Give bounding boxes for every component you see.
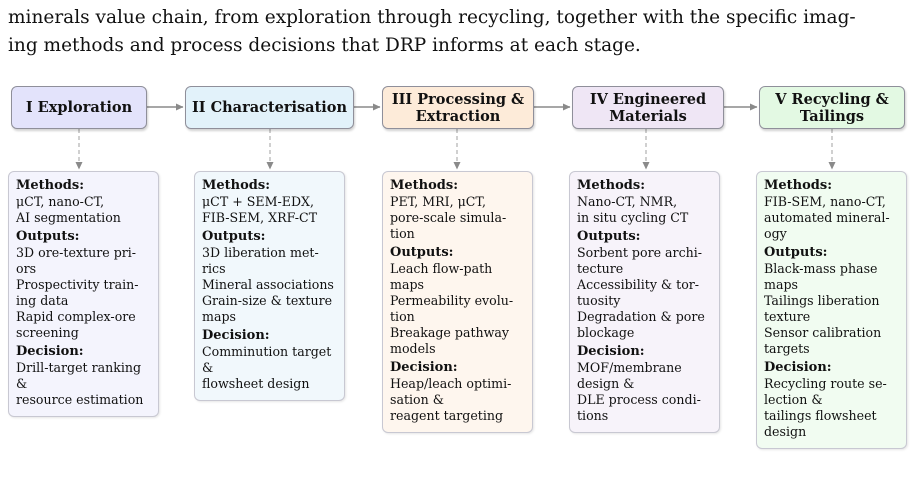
outputs-line: 3D ore-texture pri- [16, 245, 137, 260]
outputs-line: Mineral associations [202, 277, 334, 292]
stage-title-line: Tailings [799, 107, 865, 125]
decision-line: tailings flowsheet [764, 408, 877, 423]
methods-heading: Methods: [577, 178, 645, 193]
stage-title [26, 99, 132, 116]
stage-title [760, 91, 904, 125]
stage-title-line: IV Engineered [589, 90, 707, 108]
stage-title [573, 91, 723, 125]
intro-line: ing methods and process decisions that DRP informs at each stage. [8, 35, 641, 56]
outputs-line: Rapid complex-ore [16, 309, 136, 324]
methods-heading: Methods: [16, 178, 84, 193]
methods-line: Nano-CT, NMR, [577, 194, 678, 209]
stage-title [383, 91, 533, 125]
decision-line: tions [577, 408, 609, 423]
stage-box-engineered-materials [572, 86, 724, 129]
detail-card-exploration [8, 171, 159, 417]
decision-line: Heap/leach optimi- [390, 376, 512, 391]
decision-line: sation & [390, 392, 444, 407]
methods-heading: Methods: [202, 178, 270, 193]
decision-line: Recycling route se- [764, 376, 887, 391]
stage-title-line: V Recycling & [775, 90, 889, 108]
intro-line: minerals value chain, from exploration through recycling, together with the specific imag- [8, 7, 856, 28]
stage-box-characterisation [185, 86, 354, 129]
outputs-line: Black-mass phase [764, 261, 878, 276]
decision-heading: Decision: [202, 328, 270, 343]
decision-line: & [202, 360, 214, 375]
outputs-line: Breakage pathway [390, 325, 510, 340]
outputs-line: tecture [577, 261, 624, 276]
stage-title [192, 99, 347, 116]
methods-line: pore-scale simula- [390, 210, 507, 225]
stage-box-exploration [11, 86, 147, 129]
methods-line: ogy [764, 226, 787, 241]
detail-card-recycling [756, 171, 907, 449]
decision-line: MOF/membrane [577, 360, 682, 375]
methods-line: FIB-SEM, nano-CT, [764, 194, 886, 209]
stage-box-processing [382, 86, 534, 129]
decision-line: Drill-target ranking [16, 360, 142, 375]
decision-line: Comminution target [202, 344, 332, 359]
detail-card-engineered-materials [569, 171, 720, 433]
outputs-line: targets [764, 341, 810, 356]
outputs-heading: Outputs: [16, 229, 80, 244]
methods-line: PET, MRI, μCT, [390, 194, 486, 209]
decision-heading: Decision: [577, 344, 645, 359]
outputs-heading: Outputs: [764, 245, 828, 260]
outputs-heading: Outputs: [577, 229, 641, 244]
detail-card-processing [382, 171, 533, 433]
decision-line: & [16, 376, 28, 391]
stage-title-line: I Exploration [25, 99, 133, 116]
outputs-line: blockage [577, 325, 635, 340]
outputs-heading: Outputs: [390, 245, 454, 260]
decision-line: reagent targeting [390, 408, 504, 423]
outputs-line: models [390, 341, 436, 356]
stage-title-line: Materials [609, 107, 687, 125]
outputs-line: Accessibility & tor- [577, 277, 700, 292]
decision-heading: Decision: [390, 360, 458, 375]
outputs-line: tion [390, 309, 415, 324]
outputs-heading: Outputs: [202, 229, 266, 244]
stage-title-line: Extraction [415, 107, 501, 125]
decision-heading: Decision: [764, 360, 832, 375]
methods-line: automated mineral- [764, 210, 890, 225]
detail-card-characterisation [194, 171, 345, 401]
decision-line: design & [577, 376, 635, 391]
outputs-line: 3D liberation met- [202, 245, 319, 260]
outputs-line: screening [16, 325, 79, 340]
outputs-line: Prospectivity train- [16, 277, 139, 292]
outputs-line: Permeability evolu- [390, 293, 514, 308]
outputs-line: Sorbent pore archi- [577, 245, 703, 260]
outputs-line: tuosity [577, 293, 621, 308]
methods-line: AI segmentation [16, 210, 121, 225]
methods-line: μCT + SEM-EDX, [202, 194, 315, 209]
outputs-line: Sensor calibration [764, 325, 882, 340]
methods-heading: Methods: [764, 178, 832, 193]
methods-heading: Methods: [390, 178, 458, 193]
methods-line: in situ cycling CT [577, 210, 689, 225]
methods-line: FIB-SEM, XRF-CT [202, 210, 318, 225]
stage-title-line: III Processing & [391, 90, 525, 108]
methods-line: tion [390, 226, 415, 241]
decision-line: lection & [764, 392, 823, 407]
outputs-line: rics [202, 261, 226, 276]
decision-line: flowsheet design [202, 376, 310, 391]
outputs-line: ing data [16, 293, 69, 308]
outputs-line: texture [764, 309, 811, 324]
outputs-line: Grain-size & texture [202, 293, 333, 308]
methods-line: μCT, nano-CT, [16, 194, 105, 209]
outputs-line: Leach flow-path [390, 261, 493, 276]
outputs-line: maps [390, 277, 424, 292]
stage-box-recycling [759, 86, 905, 129]
outputs-line: maps [764, 277, 798, 292]
decision-line: resource estimation [16, 392, 144, 407]
decision-line: design [764, 424, 807, 439]
outputs-line: maps [202, 309, 236, 324]
decision-line: DLE process condi- [577, 392, 701, 407]
stage-title-line: II Characterisation [191, 99, 347, 116]
outputs-line: ors [16, 261, 37, 276]
outputs-line: Tailings liberation [764, 293, 880, 308]
decision-heading: Decision: [16, 344, 84, 359]
outputs-line: Degradation & pore [577, 309, 705, 324]
